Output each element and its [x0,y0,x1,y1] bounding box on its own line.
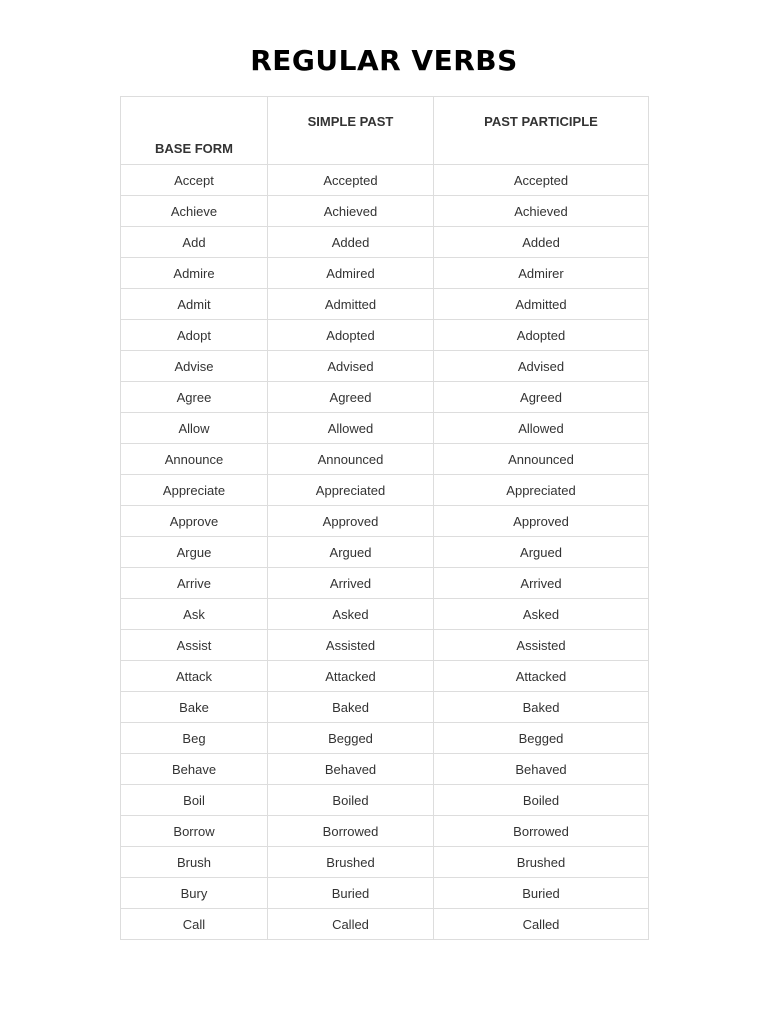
cell-past-participle: Arrived [434,568,649,599]
table-row [121,351,649,382]
table-row [121,320,649,351]
cell-base-form: Bury [121,878,268,909]
cell-simple-past: Approved [268,506,434,537]
table-row [121,816,649,847]
cell-base-form: Bake [121,692,268,723]
cell-simple-past: Begged [268,723,434,754]
table-row [121,289,649,320]
cell-simple-past: Announced [268,444,434,475]
cell-base-form: Brush [121,847,268,878]
cell-base-form: Ask [121,599,268,630]
cell-past-participle: Adopted [434,320,649,351]
cell-past-participle: Added [434,227,649,258]
table-row [121,537,649,568]
cell-simple-past: Advised [268,351,434,382]
table-row [121,599,649,630]
cell-past-participle: Buried [434,878,649,909]
cell-past-participle: Advised [434,351,649,382]
cell-base-form: Boil [121,785,268,816]
cell-past-participle: Baked [434,692,649,723]
header-simple-past: SIMPLE PAST [268,97,434,165]
table-header-row [121,97,649,165]
cell-simple-past: Behaved [268,754,434,785]
cell-base-form: Admire [121,258,268,289]
table-row [121,909,649,940]
cell-past-participle: Approved [434,506,649,537]
cell-past-participle: Admitted [434,289,649,320]
header-base-form: BASE FORM [121,97,268,165]
table-row [121,847,649,878]
cell-base-form: Beg [121,723,268,754]
cell-simple-past: Borrowed [268,816,434,847]
cell-base-form: Agree [121,382,268,413]
table-row [121,475,649,506]
cell-past-participle: Appreciated [434,475,649,506]
cell-simple-past: Adopted [268,320,434,351]
page-title: REGULAR VERBS [250,44,518,77]
cell-simple-past: Achieved [268,196,434,227]
cell-past-participle: Begged [434,723,649,754]
table-row [121,630,649,661]
cell-base-form: Appreciate [121,475,268,506]
cell-past-participle: Attacked [434,661,649,692]
cell-past-participle: Announced [434,444,649,475]
cell-simple-past: Admired [268,258,434,289]
verbs-table [120,96,649,940]
header-past-participle: PAST PARTICIPLE [434,97,649,165]
table-row [121,692,649,723]
cell-base-form: Accept [121,165,268,196]
cell-past-participle: Behaved [434,754,649,785]
cell-base-form: Achieve [121,196,268,227]
cell-base-form: Behave [121,754,268,785]
cell-simple-past: Appreciated [268,475,434,506]
table-row [121,506,649,537]
cell-past-participle: Borrowed [434,816,649,847]
cell-simple-past: Agreed [268,382,434,413]
cell-simple-past: Admitted [268,289,434,320]
cell-simple-past: Allowed [268,413,434,444]
table-row [121,444,649,475]
cell-simple-past: Baked [268,692,434,723]
cell-base-form: Advise [121,351,268,382]
cell-base-form: Approve [121,506,268,537]
cell-past-participle: Achieved [434,196,649,227]
table-row [121,227,649,258]
cell-base-form: Argue [121,537,268,568]
cell-simple-past: Arrived [268,568,434,599]
cell-past-participle: Admirer [434,258,649,289]
table-row [121,785,649,816]
cell-simple-past: Boiled [268,785,434,816]
cell-base-form: Arrive [121,568,268,599]
cell-simple-past: Added [268,227,434,258]
cell-past-participle: Asked [434,599,649,630]
cell-base-form: Assist [121,630,268,661]
table-row [121,196,649,227]
table-row [121,413,649,444]
table-row [121,568,649,599]
cell-base-form: Borrow [121,816,268,847]
table-body [121,165,649,940]
cell-simple-past: Assisted [268,630,434,661]
cell-past-participle: Allowed [434,413,649,444]
table-row [121,258,649,289]
cell-simple-past: Argued [268,537,434,568]
cell-past-participle: Accepted [434,165,649,196]
cell-simple-past: Attacked [268,661,434,692]
cell-base-form: Attack [121,661,268,692]
cell-past-participle: Agreed [434,382,649,413]
cell-base-form: Add [121,227,268,258]
cell-base-form: Allow [121,413,268,444]
cell-base-form: Call [121,909,268,940]
cell-past-participle: Called [434,909,649,940]
cell-past-participle: Assisted [434,630,649,661]
table-row [121,878,649,909]
table-row [121,382,649,413]
table-row [121,165,649,196]
cell-base-form: Adopt [121,320,268,351]
cell-simple-past: Asked [268,599,434,630]
cell-simple-past: Brushed [268,847,434,878]
cell-simple-past: Buried [268,878,434,909]
cell-base-form: Announce [121,444,268,475]
cell-simple-past: Called [268,909,434,940]
cell-past-participle: Brushed [434,847,649,878]
cell-simple-past: Accepted [268,165,434,196]
cell-past-participle: Boiled [434,785,649,816]
cell-past-participle: Argued [434,537,649,568]
table-row [121,754,649,785]
table-row [121,661,649,692]
cell-base-form: Admit [121,289,268,320]
table-row [121,723,649,754]
